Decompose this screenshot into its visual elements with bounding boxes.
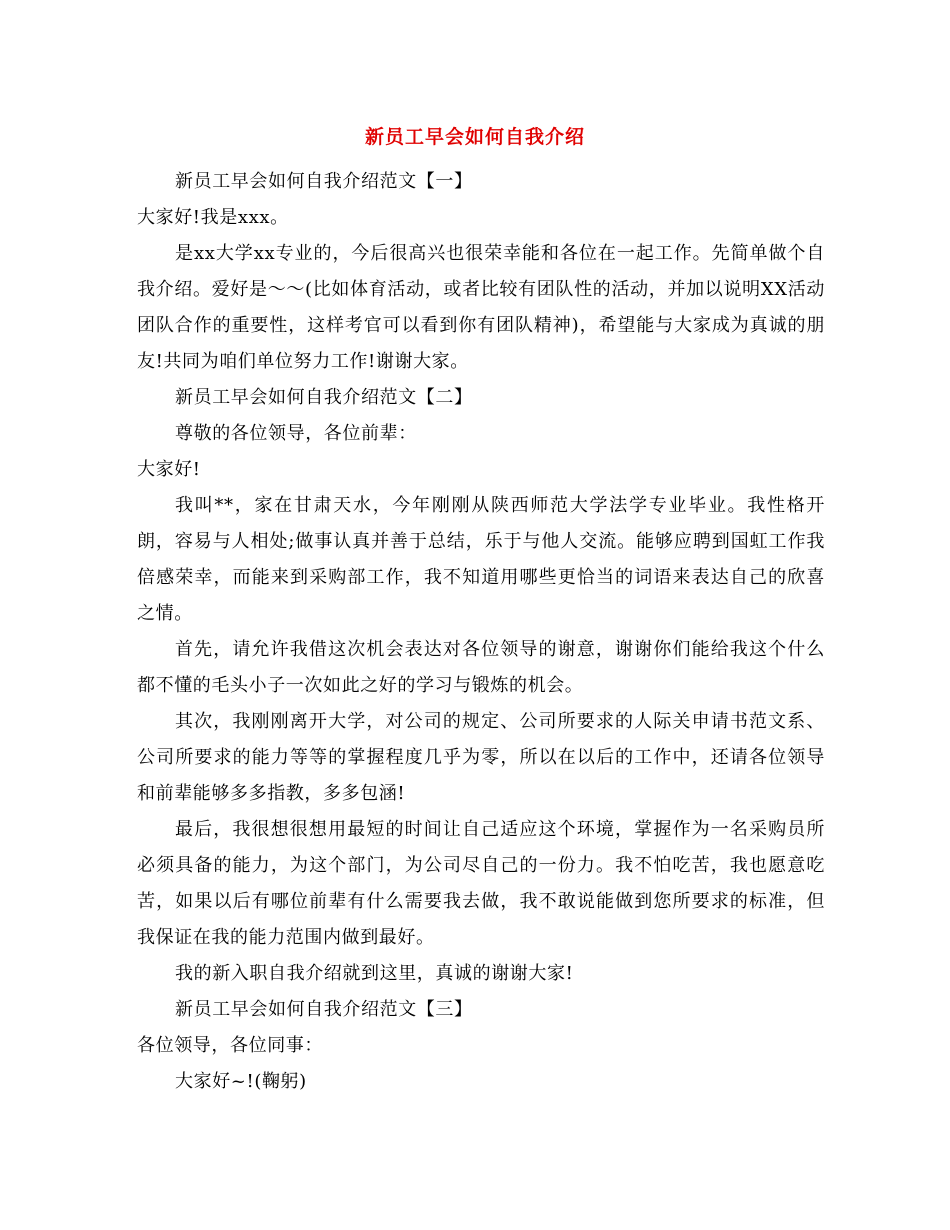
paragraph: 大家好!我是xxx。 bbox=[137, 207, 289, 228]
paragraph: 其次，我刚刚离开大学，对公司的规定、公司所要求的人际关申请书范文系、公司所要求的能力等等的掌握程度几乎为零，所以在以后的工作中，还请各位领导和前辈能够多多指教，多多包涵! bbox=[137, 711, 825, 804]
document-title: 新员工早会如何自我介绍 bbox=[364, 126, 585, 148]
paragraph: 新员工早会如何自我介绍范文【一】 bbox=[175, 171, 473, 192]
paragraph: 大家好! bbox=[137, 459, 201, 480]
paragraph: 首先，请允许我借这次机会表达对各位领导的谢意，谢谢你们能给我这个什么都不懂的毛头小子一次如此之好的学习与锻炼的机会。 bbox=[137, 639, 825, 696]
document-body bbox=[137, 164, 825, 1100]
paragraph: 新员工早会如何自我介绍范文【二】 bbox=[175, 387, 473, 408]
paragraph: 尊敬的各位领导，各位前辈： bbox=[175, 423, 417, 444]
paragraph: 新员工早会如何自我介绍范文【三】 bbox=[175, 999, 473, 1020]
paragraph: 最后，我很想很想用最短的时间让自己适应这个环境，掌握作为一名采购员所必须具备的能力，为这个部门，为公司尽自己的一份力。我不怕吃苦，我也愿意吃苦，如果以后有哪位前辈有什么需要我去做，我不敢说能做到您所要求的标准，但我保证在我的能力范围内做到最好。 bbox=[137, 819, 825, 948]
paragraph: 各位领导，各位同事： bbox=[137, 1035, 323, 1056]
paragraph: 是xx大学xx专业的，今后很高兴也很荣幸能和各位在一起工作。先简单做个自我介绍。爱好是～～(比如体育活动，或者比较有团队性的活动，并加以说明XX活动团队合作的重要性，这样考官可以看到你有团队精神)，希望能与大家成为真诚的朋友!共同为咱们单位努力工作!谢谢大家。 bbox=[137, 243, 825, 372]
paragraph: 我叫**，家在甘肃天水，今年刚刚从陕西师范大学法学专业毕业。我性格开朗，容易与人相处;做事认真并善于总结，乐于与他人交流。能够应聘到国虹工作我倍感荣幸，而能来到采购部工作，我不知道用哪些更恰当的词语来表达自己的欣喜之情。 bbox=[137, 495, 825, 624]
paragraph: 我的新入职自我介绍就到这里，真诚的谢谢大家! bbox=[175, 963, 574, 984]
paragraph: 大家好~!(鞠躬) bbox=[175, 1071, 307, 1092]
